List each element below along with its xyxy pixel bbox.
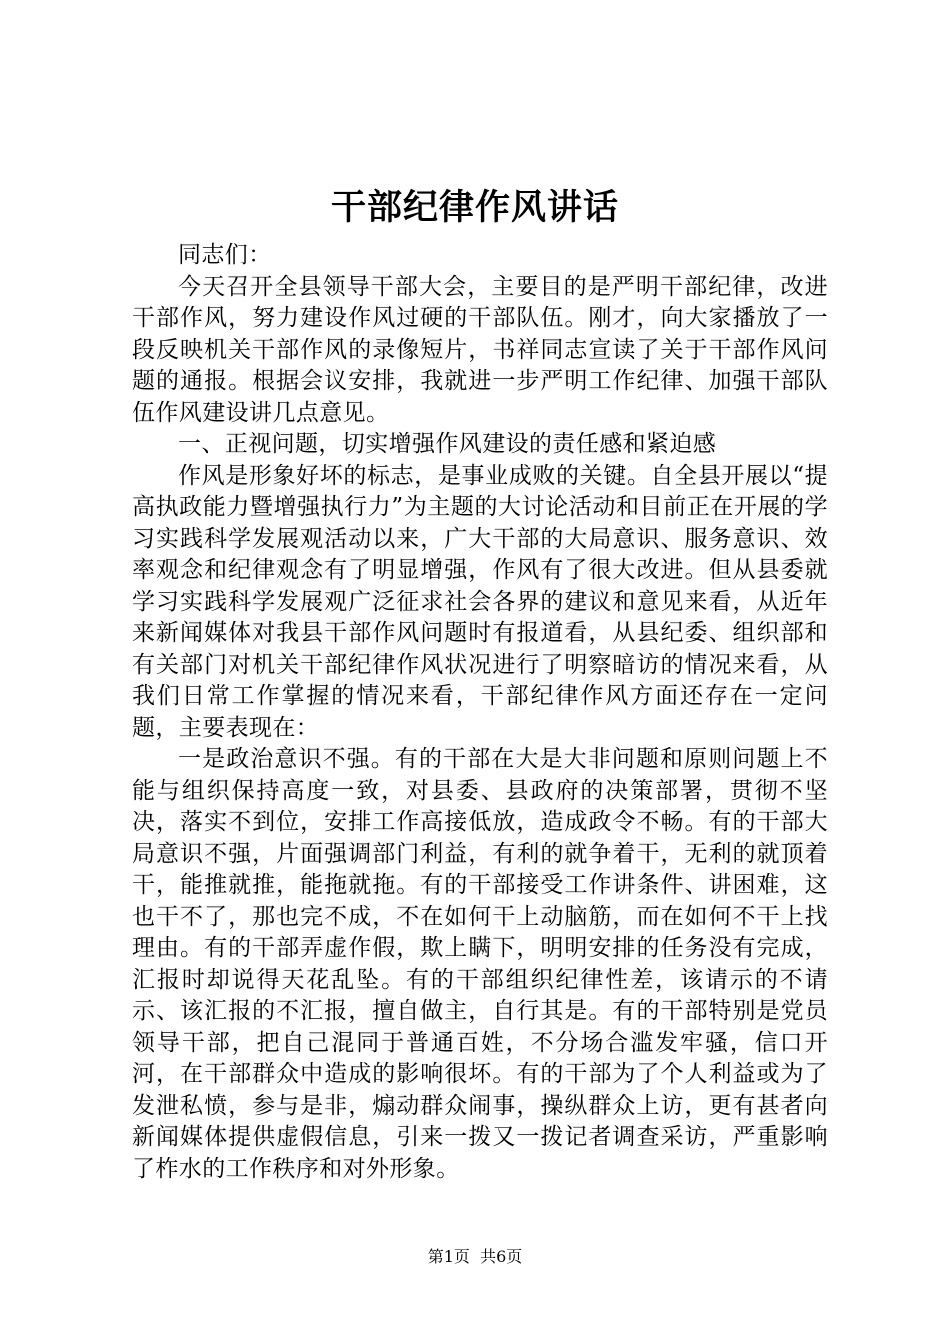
- salutation-paragraph: 同志们：: [178, 242, 272, 268]
- page-footer: [0, 1246, 950, 1268]
- page-number: 第1页: [427, 1247, 470, 1266]
- section-heading: 一、正视问题，切实增强作风建设的责任感和紧迫感: [178, 431, 717, 457]
- document-body: [132, 240, 828, 1185]
- body-paragraph: 一是政治意识不强。有的干部在大是大非问题和原则问题上不能与组织保持高度一致，对县委、县政府的决策部署，贯彻不坚决，落实不到位，安排工作高接低放，造成政令不畅。有的干部大局意识不强，片面强调部门利益，有利的就争着干，无利的就顶着干，能推就推，能拖就拖。有的干部接受工作讲条件、讲困难，这也干不了，那也完不成，不在如何干上动脑筋，而在如何不干上找理由。有的干部弄虚作假，欺上瞒下，明明安排的任务没有完成，汇报时却说得天花乱坠。有的干部组织纪律性差，该请示的不请示、该汇报的不汇报，擅自做主，自行其是。有的干部特别是党员领导干部，把自己混同于普通百姓，不分场合滥发牢骚，信口开河，在干部群众中造成的影响很坏。有的干部为了个人利益或为了发泄私愤，参与是非，煽动群众闹事，操纵群众上访，更有甚者向新闻媒体提供虚假信息，引来一拨又一拨记者调查采访，严重影响了柞水的工作秩序和对外形象。: [132, 746, 828, 1182]
- document-title: 干部纪律作风讲话: [330, 187, 619, 228]
- page-total: 共6页: [480, 1247, 523, 1266]
- body-paragraph: 作风是形象好坏的标志，是事业成败的关键。自全县开展以“提高执政能力暨增强执行力”为主题的大讨论活动和目前正在开展的学习实践科学发展观活动以来，广大干部的大局意识、服务意识、效率观念和纪律观念有了明显增强，作风有了很大改进。但从县委就学习实践科学发展观广泛征求社会各界的建议和意见来看，从近年来新闻媒体对我县干部作风问题时有报道看，从县纪委、组织部和有关部门对机关干部纪律作风状况进行了明察暗访的情况来看，从我们日常工作掌握的情况来看，干部纪律作风方面还存在一定问题，主要表现在：: [132, 462, 828, 741]
- intro-paragraph: 今天召开全县领导干部大会，主要目的是严明干部纪律，改进干部作风，努力建设作风过硬的干部队伍。刚才，向大家播放了一段反映机关干部作风的录像短片，书祥同志宣读了关于干部作风问题的通报。根据会议安排，我就进一步严明工作纪律、加强干部队伍作风建设讲几点意见。: [132, 273, 828, 426]
